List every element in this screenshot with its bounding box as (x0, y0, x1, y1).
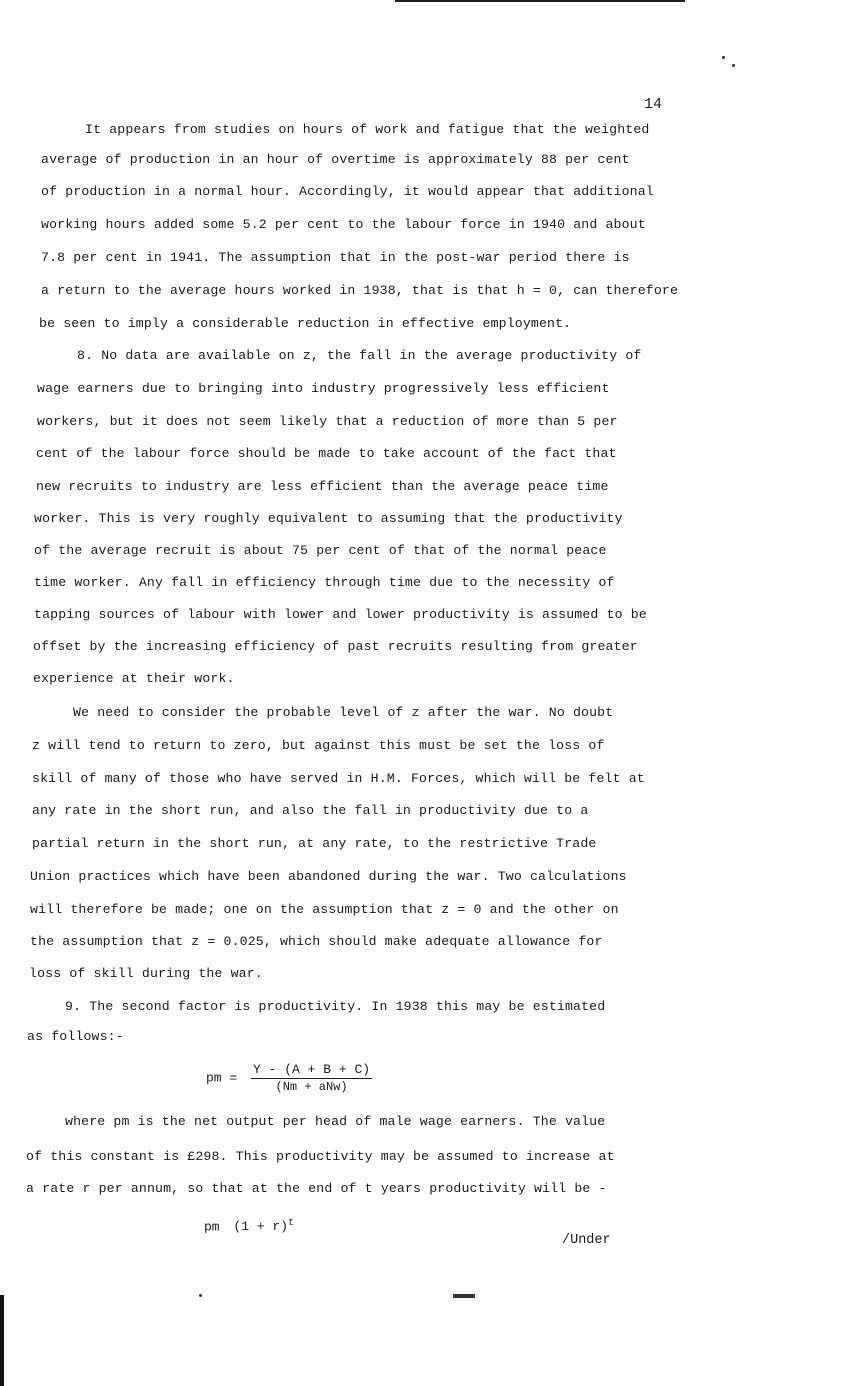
text-line: where pm is the net output per head of male wage earners. The value (65, 1114, 606, 1129)
text-line: the assumption that z = 0.025, which should make adequate allowance for (30, 934, 603, 949)
text-line: loss of skill during the war. (29, 966, 263, 981)
text-line: cent of the labour force should be made to take account of the fact that (36, 446, 617, 461)
formula-numerator: Y - (A + B + C) (253, 1062, 371, 1077)
text-line: z will tend to return to zero, but against this must be set the loss of (32, 738, 605, 753)
scan-edge-mark (0, 1295, 4, 1386)
growth-factor: (1 + r) (233, 1219, 289, 1235)
growth-base: pm (204, 1219, 220, 1235)
formula-denominator: (Nm + aNw) (275, 1080, 348, 1094)
text-line: new recruits to industry are less efficient than the average peace time (36, 479, 609, 494)
page-number: 14 (644, 96, 663, 113)
text-line: will therefore be made; one on the assumption that z = 0 and the other on (30, 902, 619, 917)
text-line: a return to the average hours worked in 1938, that is that h = 0, can therefore (41, 283, 679, 298)
scan-speck (732, 64, 735, 67)
text-line: average of production in an hour of overtime is approximately 88 per cent (41, 152, 630, 167)
text-line: It appears from studies on hours of work and fatigue that the weighted (85, 122, 650, 137)
text-line: a rate r per annum, so that at the end of t years productivity will be - (26, 1181, 607, 1196)
text-line: tapping sources of labour with lower and lower productivity is assumed to be (34, 607, 647, 622)
scan-speck (722, 56, 725, 59)
text-line: 8. No data are available on z, the fall in the average productivity of (77, 348, 642, 363)
formula-fraction (251, 1062, 372, 1094)
productivity-formula (206, 1062, 372, 1094)
scan-speck (199, 1294, 202, 1297)
growth-exponent: t (288, 1218, 295, 1229)
text-line: of production in a normal hour. Accordingly, it would appear that additional (41, 184, 654, 199)
growth-formula (204, 1218, 294, 1234)
text-line: workers, but it does not seem likely that a reduction of more than 5 per (37, 414, 618, 429)
text-line: skill of many of those who have served in H.M. Forces, which will be felt at (32, 771, 645, 786)
text-line: We need to consider the probable level of z after the war. No doubt (73, 705, 614, 720)
text-line: 9. The second factor is productivity. In 1938 this may be estimated (65, 999, 606, 1014)
footer-mark (453, 1294, 475, 1298)
formula-lhs: pm = (206, 1070, 238, 1086)
text-line: of the average recruit is about 75 per cent of that of the normal peace (34, 543, 607, 558)
catchword: /Under (562, 1233, 611, 1248)
text-line: any rate in the short run, and also the fall in productivity due to a (32, 803, 589, 818)
text-line: Union practices which have been abandoned during the war. Two calculations (30, 869, 627, 884)
top-rule (395, 0, 685, 2)
text-line: as follows:- (27, 1029, 124, 1044)
text-line: wage earners due to bringing into industry progressively less efficient (37, 381, 610, 396)
text-line: worker. This is very roughly equivalent to assuming that the productivity (34, 511, 623, 526)
text-line: working hours added some 5.2 per cent to the labour force in 1940 and about (41, 217, 646, 232)
text-line: 7.8 per cent in 1941. The assumption that in the post-war period there is (41, 250, 630, 265)
text-line: be seen to imply a considerable reduction in effective employment. (39, 316, 572, 331)
text-line: offset by the increasing efficiency of past recruits resulting from greater (33, 639, 638, 654)
text-line: time worker. Any fall in efficiency through time due to the necessity of (34, 575, 615, 590)
text-line: of this constant is £298. This productivity may be assumed to increase at (26, 1149, 615, 1164)
text-line: partial return in the short run, at any rate, to the restrictive Trade (32, 836, 597, 851)
text-line: experience at their work. (33, 671, 235, 686)
